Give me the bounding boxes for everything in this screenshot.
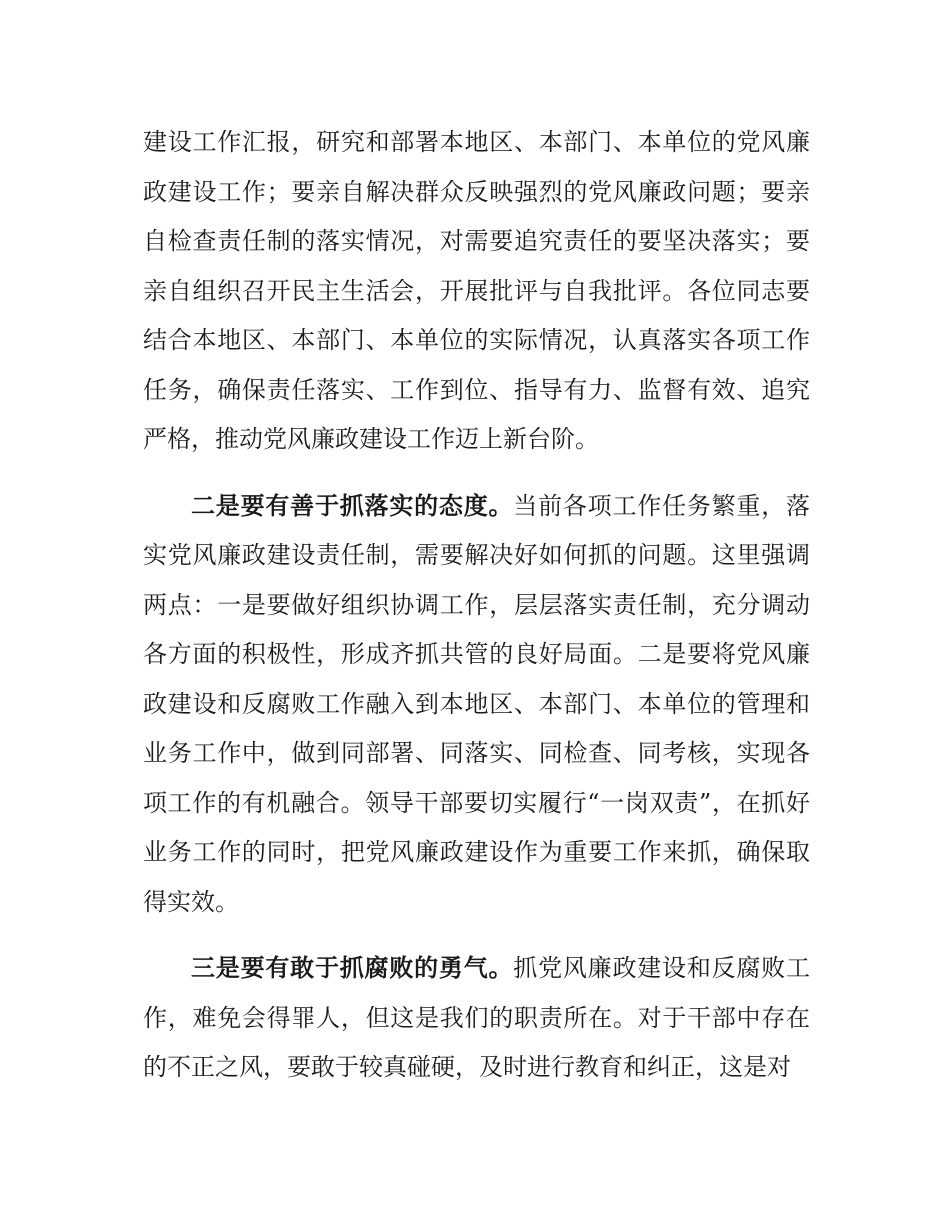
paragraph-body: 建设工作汇报，研究和部署本地区、本部门、本单位的党风廉政建设工作；要亲自解决群众反映强烈的党风廉政问题；要亲自检查责任制的落实情况，对需要追究责任的要坚决落实；要亲自组织召开民主生活会，开展批评与自我批评。各位同志要结合本地区、本部门、本单位的实际情况，认真落实各项工作任务，确保责任落实、工作到位、指导有力、监督有效、追究严格，推动党风廉政建设工作迈上新台阶。 (143, 128, 810, 453)
paragraph-lead-heading: 三是要有敢于抓腐败的勇气。 (191, 954, 514, 982)
paragraph-body: 当前各项工作任务繁重，落实党风廉政建设责任制，需要解决好如何抓的问题。这里强调两点：一是要做好组织协调工作，层层落实责任制，充分调动各方面的积极性，形成齐抓共管的良好局面。二是要将党风廉政建设和反腐败工作融入到本地区、本部门、本单位的管理和业务工作中，做到同部署、同落实、同检查、同考核，实现各项工作的有机融合。领导干部要切实履行“一岗双责”，在抓好业务工作的同时，把党风廉政建设作为重要工作来抓，确保取得实效。 (143, 491, 811, 916)
paragraph-continuation (143, 118, 810, 465)
paragraph-third-point (143, 944, 810, 1093)
paragraph-body: 抓党风廉政建设和反腐败工作，难免会得罪人，但这是我们的职责所在。对于干部中存在的不正之风，要敢于较真碰硬，及时进行教育和纠正，这是对 (143, 954, 811, 1081)
paragraph-lead-heading: 二是要有善于抓落实的态度。 (191, 491, 514, 520)
document-page (143, 118, 810, 1093)
paragraph-second-point (143, 482, 810, 928)
